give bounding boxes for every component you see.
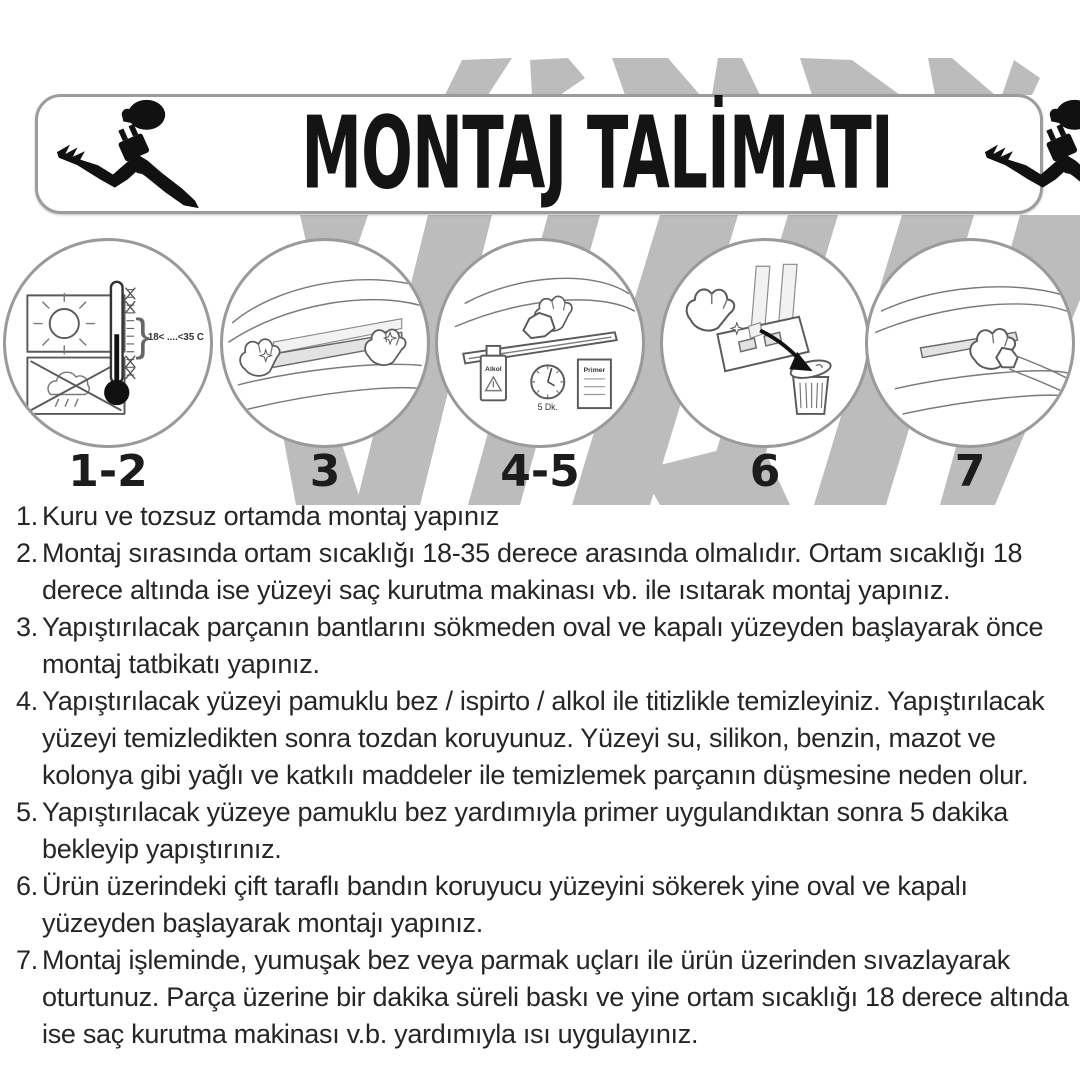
step-label-7: 7 [954, 446, 986, 497]
step-label-1-2: 1-2 [68, 446, 148, 497]
press-down-illustration [876, 287, 1068, 414]
door-sill-fitting-illustration [229, 280, 422, 410]
surface-cleaning-illustration [455, 278, 634, 363]
instruction-item [16, 942, 1072, 1053]
pulling-hand-icon [683, 284, 737, 335]
step-circle-1-2 [3, 238, 213, 448]
alcohol-label: Alkol [485, 366, 502, 374]
instruction-item [16, 868, 1072, 942]
item-number: 5. [16, 797, 38, 827]
brand-swoosh-right-icon [976, 98, 1080, 210]
thermometer-icon [104, 282, 204, 405]
item-text: Montaj sırasında ortam sıcaklığı 18-35 derece arasında olmalıdır. Ortam sıcaklığı 18 derece altında ise yüzeyi saç kurutma makinası vb. ile ısıtarak montaj yapınız. [42, 538, 1023, 605]
item-number: 3. [16, 612, 38, 642]
step-label-6: 6 [749, 446, 781, 497]
instruction-item [16, 794, 1072, 868]
item-text: Kuru ve tozsuz ortamda montaj yapınız [42, 501, 500, 531]
item-number: 7. [16, 945, 38, 975]
step-label-4-5: 4-5 [500, 446, 580, 497]
page-title: MONTAJ TALİMATI [301, 96, 893, 212]
step-circle-6 [660, 238, 870, 448]
cloth-icon [523, 313, 554, 338]
temp-range-label: 18< ....<35 C [147, 332, 204, 344]
item-text: Ürün üzerindeki çift taraflı bandın koruyucu yüzeyini sökerek yine oval ve kapalı yüzeyden başlayarak montajı yapınız. [42, 871, 968, 938]
svg-text:}: } [135, 310, 151, 360]
header-banner [35, 94, 1043, 214]
instruction-item [16, 498, 1072, 535]
brand-swoosh-left-icon [48, 98, 218, 210]
instruction-item [16, 609, 1072, 683]
instruction-list [16, 498, 1072, 1053]
item-number: 6. [16, 871, 38, 901]
backing-removal-illustration [683, 264, 809, 371]
item-text: Montaj işleminde, yumuşak bez veya parmak uçları ile ürün üzerinden sıvazlayarak oturtunuz. Parça üzerine bir dakika süreli baskı ve yine ortam sıcaklığı 18 derece altında ise saç kurutma makinası v.b. yardımıyla ısı uygulayınız. [42, 945, 1069, 1049]
item-number: 1. [16, 501, 38, 531]
cloth-icon [996, 348, 1017, 367]
primer-pack-icon [578, 360, 611, 409]
step-circle-3 [220, 238, 430, 448]
item-number: 2. [16, 538, 38, 568]
item-text: Yapıştırılacak yüzeye pamuklu bez yardımıyla primer uygulandıktan sonra 5 dakika bekleyip yapıştırınız. [42, 797, 1008, 864]
primer-label: Primer [583, 367, 606, 375]
instruction-item [16, 683, 1072, 794]
item-text: Yapıştırılacak yüzeyi pamuklu bez / ispirto / alkol ile titizlikle temizleyiniz. Yapıştırılacak yüzeyi temizledikten sonra tozdan koruyunuz. Yüzeyi su, silikon, benzin, mazot ve kolonya gibi yağlı ve katkılı maddeler ile temizlemek parçanın düşmesine neden olur. [42, 686, 1045, 790]
step-circle-4-5 [435, 238, 645, 448]
instruction-item [16, 535, 1072, 609]
step-label-3: 3 [309, 446, 341, 497]
wait-time-label: 5 Dk. [537, 402, 558, 413]
item-text: Yapıştırılacak parçanın bantlarını sökmeden oval ve kapalı yüzeyden başlayarak önce montaj tatbikatı yapınız. [42, 612, 1044, 679]
step-circle-7 [865, 238, 1075, 448]
clock-icon [531, 365, 564, 412]
item-number: 4. [16, 686, 38, 716]
